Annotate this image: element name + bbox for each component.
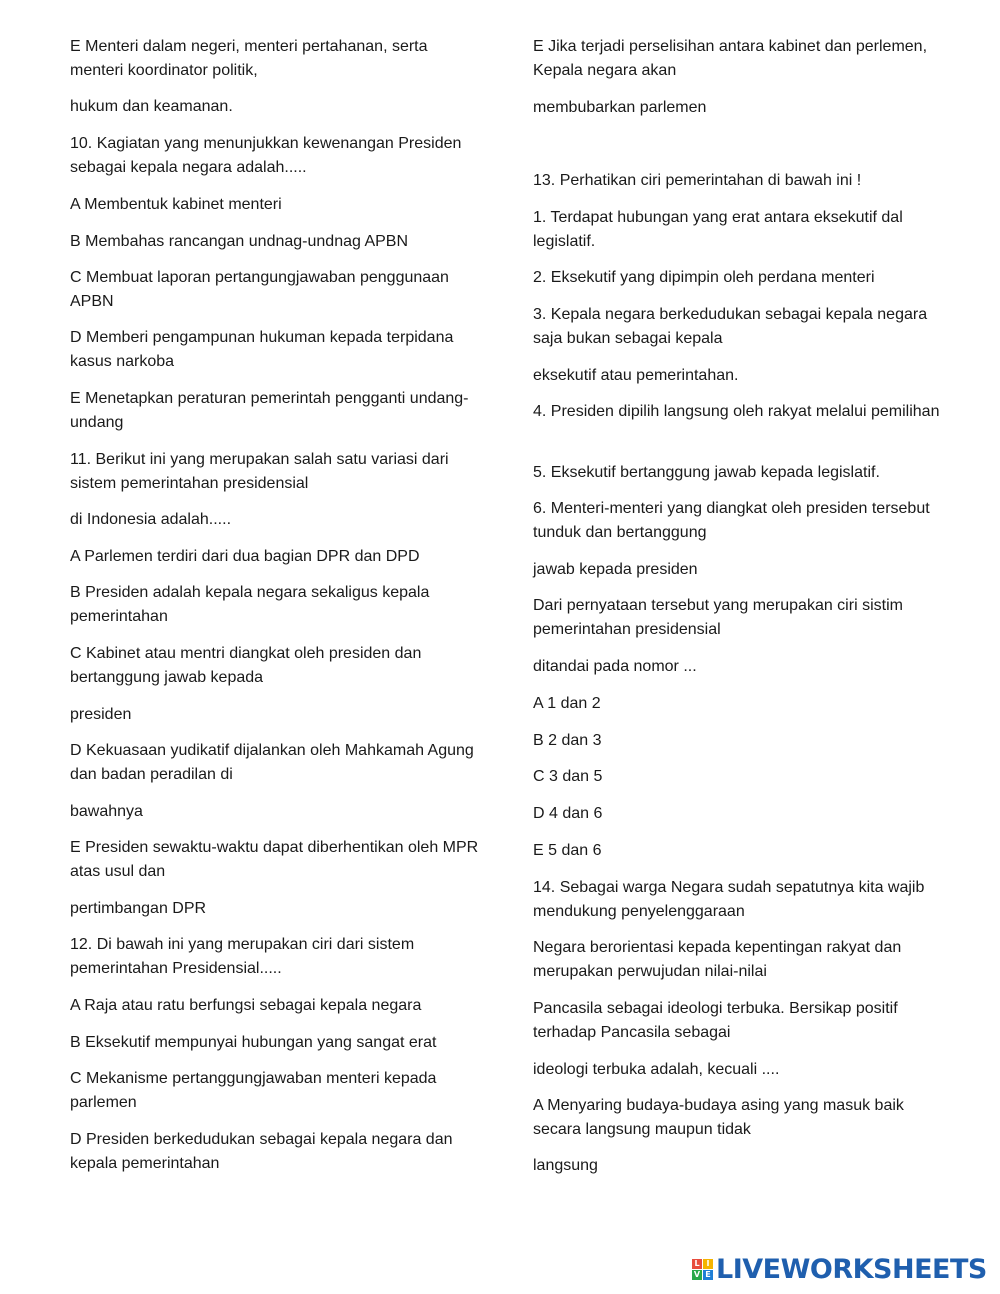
- liveworksheets-mark-icon: [692, 1259, 713, 1280]
- option-c: C Mekanisme pertanggungjawaban menteri kepada parlemen: [70, 1070, 437, 1111]
- option-b: B Presiden adalah kepala negara sekaligus kepala pemerintahan: [70, 584, 430, 625]
- logo-letter: L: [692, 1259, 702, 1269]
- option-b: B 2 dan 3: [533, 732, 602, 749]
- logo-letter: E: [703, 1270, 713, 1280]
- text-line: membubarkan parlemen: [533, 99, 707, 116]
- option-c: C 3 dan 5: [533, 768, 603, 785]
- option-a: A Membentuk kabinet menteri: [70, 196, 282, 213]
- text-line: E Menteri dalam negeri, menteri pertahanan, serta menteri koordinator politik,: [70, 38, 428, 79]
- question-13: 13. Perhatikan ciri pemerintahan di bawah ini !: [533, 172, 862, 189]
- option-d: D Presiden berkedudukan sebagai kepala negara dan kepala pemerintahan: [70, 1131, 453, 1172]
- text-line: langsung: [533, 1157, 598, 1174]
- liveworksheets-logo[interactable]: [692, 1254, 987, 1284]
- question-14: 14. Sebagai warga Negara sudah sepatutnya kita wajib mendukung penyelenggaraan: [533, 879, 925, 920]
- option-c: C Kabinet atau mentri diangkat oleh presiden dan bertanggung jawab kepada: [70, 645, 422, 686]
- option-b: B Eksekutif mempunyai hubungan yang sangat erat: [70, 1034, 437, 1051]
- statement-2: 2. Eksekutif yang dipimpin oleh perdana menteri: [533, 269, 875, 286]
- option-a: A 1 dan 2: [533, 695, 601, 712]
- text-line: jawab kepada presiden: [533, 561, 698, 578]
- logo-letter: I: [703, 1259, 713, 1269]
- question-12: 12. Di bawah ini yang merupakan ciri dari sistem pemerintahan Presidensial.....: [70, 936, 415, 977]
- text-line: pertimbangan DPR: [70, 900, 207, 917]
- text-line: ditandai pada nomor ...: [533, 658, 697, 675]
- text-line: ideologi terbuka adalah, kecuali ....: [533, 1061, 780, 1078]
- option-a: A Raja atau ratu berfungsi sebagai kepala negara: [70, 997, 422, 1014]
- option-d: D Memberi pengampunan hukuman kepada terpidana kasus narkoba: [70, 329, 454, 370]
- text-line: Dari pernyataan tersebut yang merupakan ciri sistim pemerintahan presidensial: [533, 597, 903, 638]
- option-b: B Membahas rancangan undnag-undnag APBN: [70, 233, 409, 250]
- text-line: presiden: [70, 706, 132, 723]
- logo-text: LIVEWORKSHEETS: [716, 1253, 987, 1285]
- logo-letter: V: [693, 1269, 701, 1279]
- text-line: Negara berorientasi kepada kepentingan rakyat dan merupakan perwujudan nilai-nilai: [533, 939, 902, 980]
- option-e: E Jika terjadi perselisihan antara kabinet dan perlemen, Kepala negara akan: [533, 38, 928, 79]
- option-e: E Menetapkan peraturan pemerintah pengganti undang-undang: [70, 390, 469, 431]
- question-11: 11. Berikut ini yang merupakan salah satu variasi dari sistem pemerintahan presidensial: [70, 451, 449, 492]
- statement-4: 4. Presiden dipilih langsung oleh rakyat melalui pemilihan: [533, 403, 940, 420]
- statement-1: 1. Terdapat hubungan yang erat antara eksekutif dal legislatif.: [533, 209, 903, 250]
- statement-3: 3. Kepala negara berkedudukan sebagai kepala negara saja bukan sebagai kepala: [533, 306, 928, 347]
- text-line: bawahnya: [70, 803, 143, 820]
- statement-6: 6. Menteri-menteri yang diangkat oleh presiden tersebut tunduk dan bertanggung: [533, 500, 930, 541]
- text-line: Pancasila sebagai ideologi terbuka. Bersikap positif terhadap Pancasila sebagai: [533, 1000, 898, 1041]
- text-line: eksekutif atau pemerintahan.: [533, 367, 739, 384]
- option-e: E Presiden sewaktu-waktu dapat diberhentikan oleh MPR atas usul dan: [70, 839, 479, 880]
- option-a: A Parlemen terdiri dari dua bagian DPR dan DPD: [70, 548, 420, 565]
- statement-5: 5. Eksekutif bertanggung jawab kepada legislatif.: [533, 464, 880, 481]
- option-a: A Menyaring budaya-budaya asing yang masuk baik secara langsung maupun tidak: [533, 1097, 904, 1138]
- option-e: E 5 dan 6: [533, 842, 602, 859]
- option-d: D 4 dan 6: [533, 805, 603, 822]
- question-10: 10. Kagiatan yang menunjukkan kewenangan Presiden sebagai kepala negara adalah.....: [70, 135, 462, 176]
- text-line: hukum dan keamanan.: [70, 98, 233, 115]
- option-d: D Kekuasaan yudikatif dijalankan oleh Mahkamah Agung dan badan peradilan di: [70, 742, 474, 783]
- text-line: di Indonesia adalah.....: [70, 511, 232, 528]
- option-c: C Membuat laporan pertangungjawaban penggunaan APBN: [70, 269, 449, 310]
